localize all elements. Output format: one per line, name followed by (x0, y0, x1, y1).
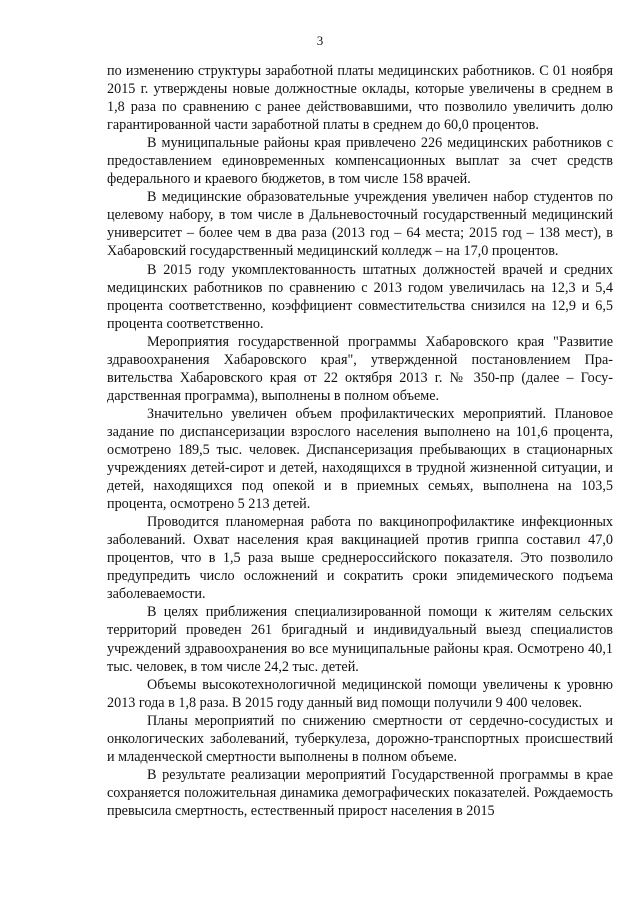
page-number: 3 (316, 33, 324, 48)
paragraph-demographics: В результате реализации мероприятий Государственной программы в крае сохраняется положительная динамика демографических показателей. Рождаемость превысила смертность, естественный прирост населения в 2015 (107, 766, 613, 819)
paragraph-salary-structure: по изменению структуры заработной платы медицинских работников. С 01 ноября 2015 г. утверждены новые должностные оклады, которые увеличены в среднем в 1,8 раза по сравнению с ранее действовавшими, что позволило увеличить долю гарантированной части заработной платы в среднем до 60,0 процентов. (107, 63, 613, 134)
paragraph-state-program: Мероприятия государственной программы Хабаровского края "Развитие здравоохранения Хабаровского края", утвержденной постановлением Правительства Хабаровского края от 22 октября 2013 г. № 350-пр (далее – Государственная программа), выполнены в полном объеме. (107, 333, 613, 404)
paragraph-mortality-plans: Планы мероприятий по снижению смертности от сердечно-сосудистых и онкологических заболеваний, туберкулеза, дорожно-транспортных происшествий и младенческой смертности выполнены в полном объеме. (107, 712, 613, 765)
document-body (107, 62, 613, 820)
paragraph-prevention: Значительно увеличен объем профилактических мероприятий. Плановое задание по диспансеризации взрослого населения выполнено на 101,6 процента, осмотрено 189,5 тыс. человек. Диспансеризация пребывающих в стационарных учреждениях детей-сирот и детей, находящихся в трудной жизненной ситуации, и детей, находящихся под опекой и в приемных семьях, выполнена на 103,5 процента, осмотрено 5 213 детей. (107, 405, 613, 513)
paragraph-municipal-staff: В муниципальные районы края привлечено 226 медицинских работников с предоставлением единовременных компенсационных выплат за счет средств федерального и краевого бюджетов, в том числе 158 врачей. (107, 135, 613, 188)
paragraph-vaccination: Проводится планомерная работа по вакцинопрофилактике инфекционных заболеваний. Охват населения края вакцинацией против гриппа составил 47,0 процентов, что в 1,5 раза выше среднероссийского показателя. Это позволило предупредить число осложнений и сократить сроки эпидемического подъема заболеваемости. (107, 514, 613, 603)
paragraph-student-enrollment: В медицинские образовательные учреждения увеличен набор студентов по целевому набору, в том числе в Дальневосточный государственный медицинский университет – более чем в два раза (2013 год – 64 места; 2015 год – 138 мест), в Хабаровский государственный медицинский колледж – на 17,0 процентов. (107, 189, 613, 260)
paragraph-staffing-levels: В 2015 году укомплектованность штатных должностей врачей и средних медицинских работников по сравнению с 2013 годом увеличилась на 12,3 и 5,4 процента соответственно, коэффициент совместительства снизился на 12,9 и 6,5 процента соответственно. (107, 261, 613, 332)
paragraph-rural-outreach: В целях приближения специализированной помощи к жителям сельских территорий проведен 261 бригадный и индивидуальный выезд специалистов учреждений здравоохранения во все муниципальные районы края. Осмотрено 40,1 тыс. человек, в том числе 24,2 тыс. детей. (107, 604, 613, 675)
paragraph-high-tech-care: Объемы высокотехнологичной медицинской помощи увеличены к уровню 2013 года в 1,8 раза. В 2015 году данный вид помощи получили 9 400 человек. (107, 676, 613, 711)
